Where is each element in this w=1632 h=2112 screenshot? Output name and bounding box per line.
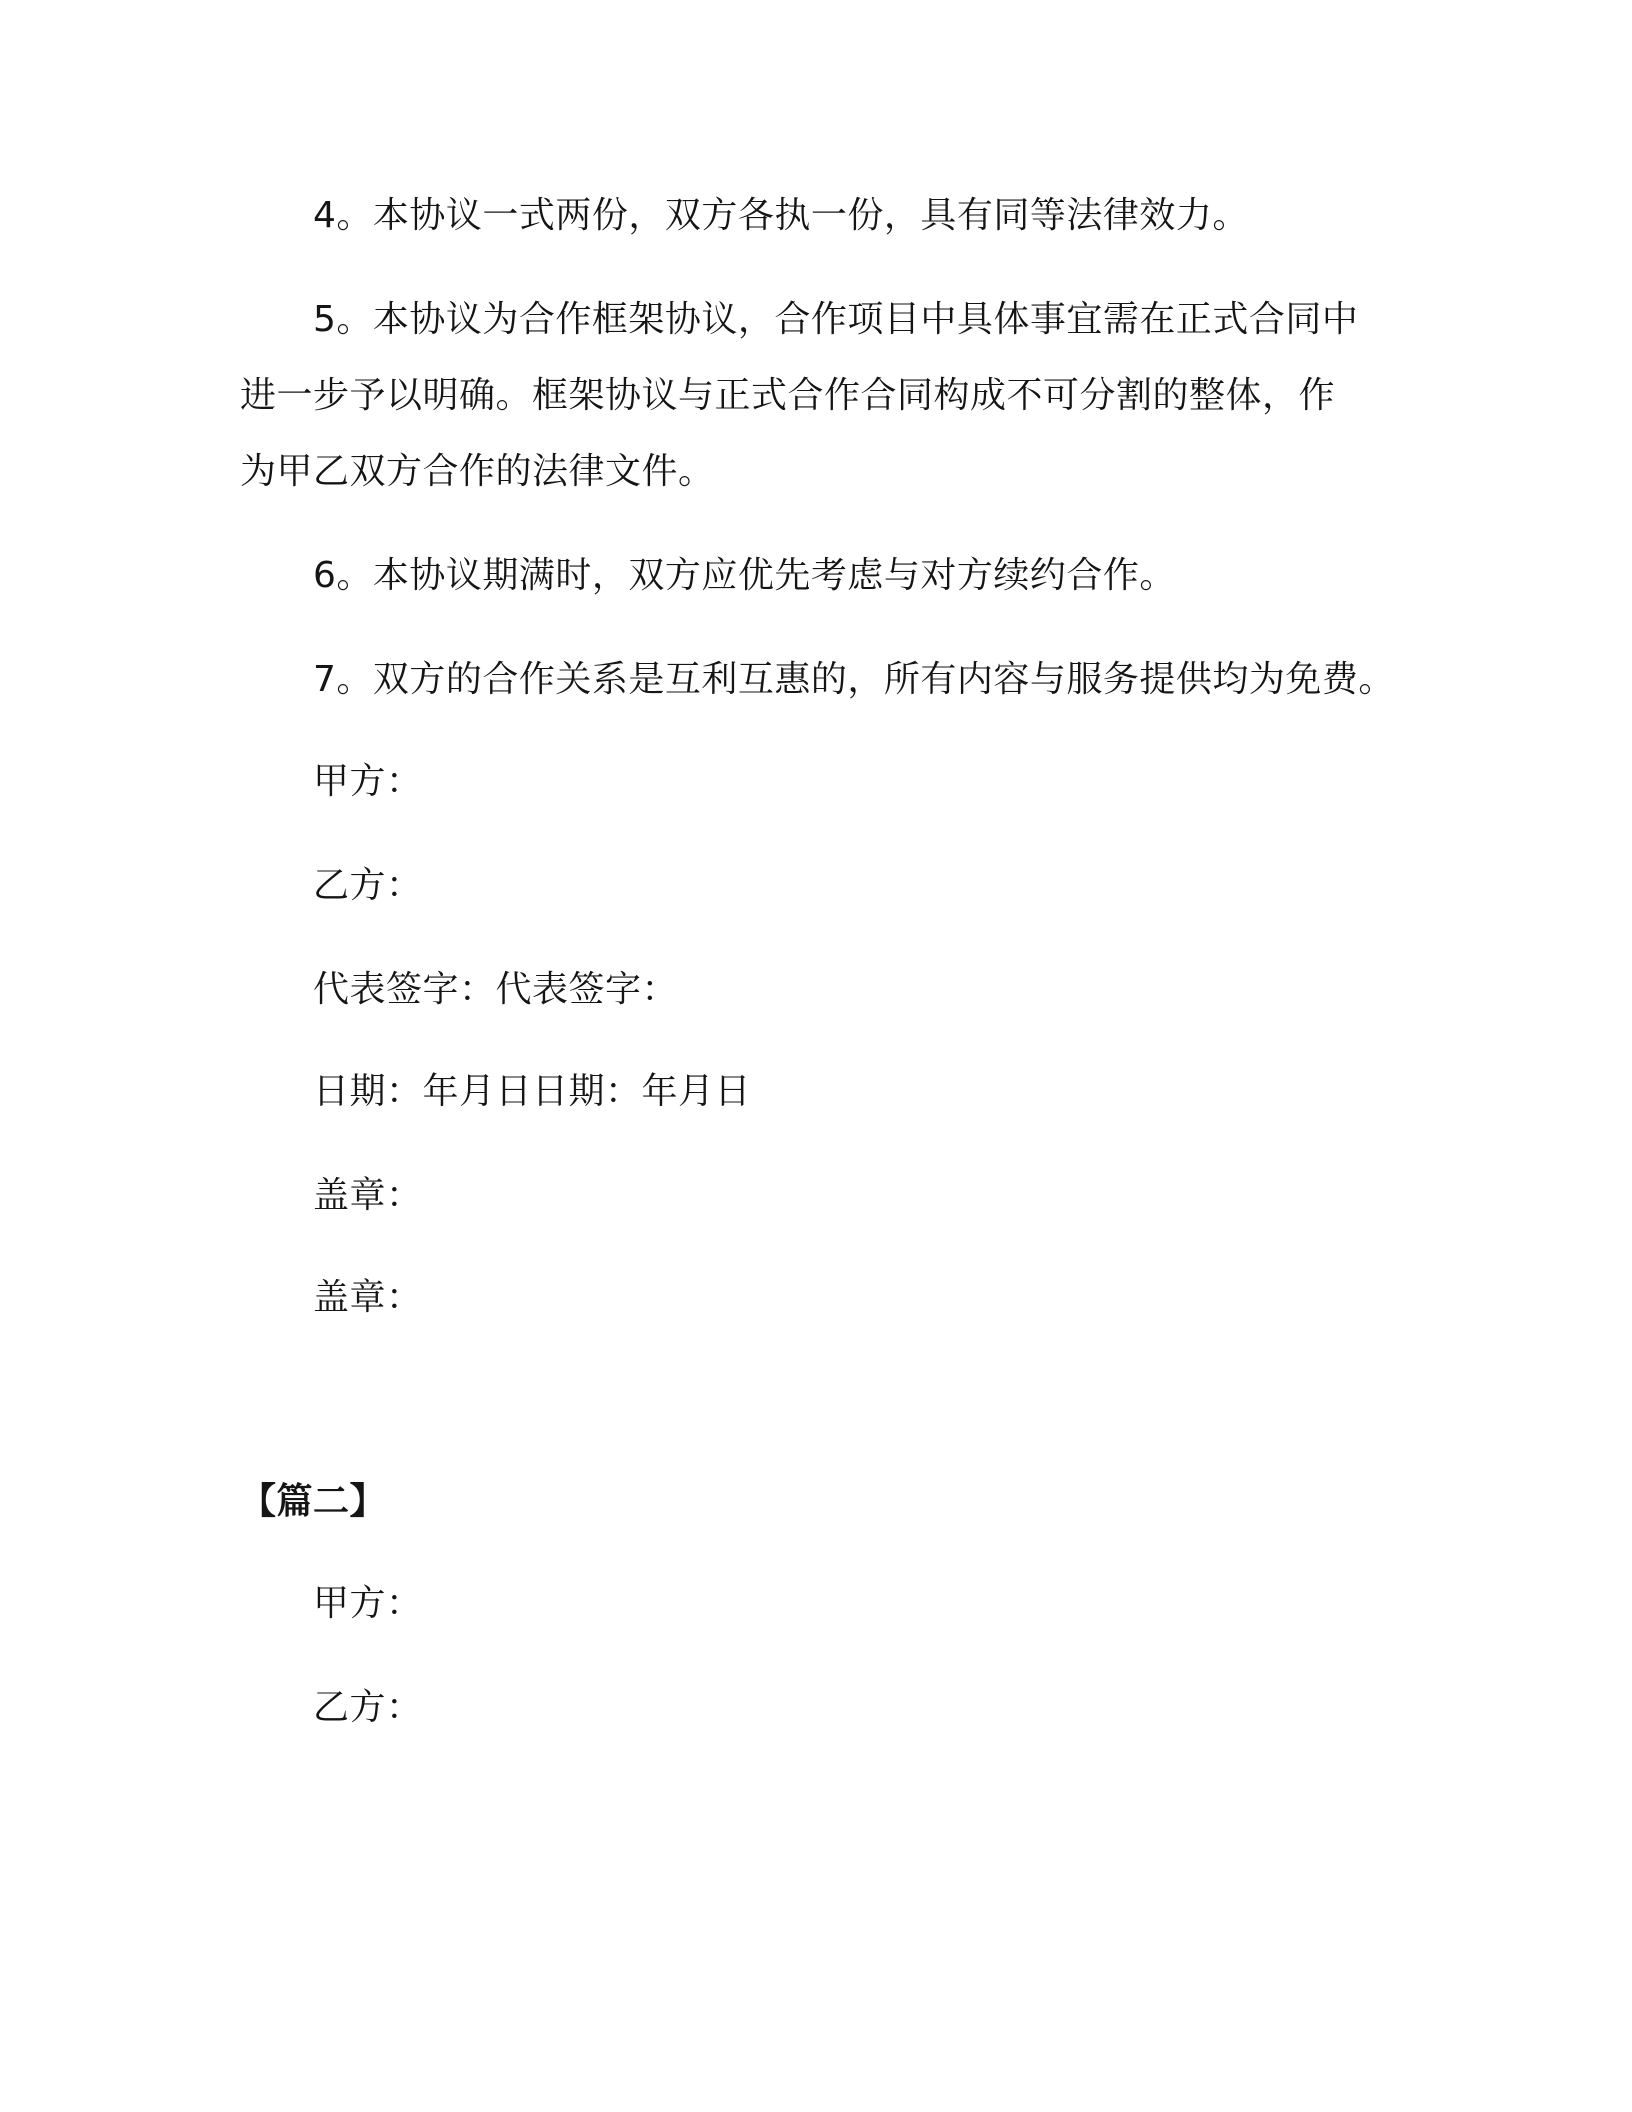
clause-5-line-2: 进一步予以明确。框架协议与正式合作合同构成不可分割的整体，作 [240,375,1336,416]
section-two-party-a-label: 甲方： [313,1583,423,1624]
party-a-label: 甲方： [313,761,423,802]
clause-5-line-1: 5。本协议为合作框架协议，合作项目中具体事宜需在正式合同中 [313,299,1359,340]
seal-label-2: 盖章： [313,1277,423,1318]
party-b-label: 乙方： [313,865,423,906]
date-label: 日期：年月日日期：年月日 [313,1071,752,1112]
section-two-heading: 【篇二】 [240,1481,387,1522]
clause-6: 6。本协议期满时，双方应优先考虑与对方续约合作。 [313,555,1176,596]
clause-4: 4。本协议一式两份，双方各执一份，具有同等法律效力。 [313,195,1249,236]
section-two-party-b-label: 乙方： [313,1687,423,1728]
representative-signature-label: 代表签字：代表签字： [313,969,679,1010]
clause-7: 7。双方的合作关系是互利互惠的，所有内容与服务提供均为免费。 [313,659,1395,700]
clause-5-line-3: 为甲乙双方合作的法律文件。 [240,451,715,492]
seal-label-1: 盖章： [313,1175,423,1216]
